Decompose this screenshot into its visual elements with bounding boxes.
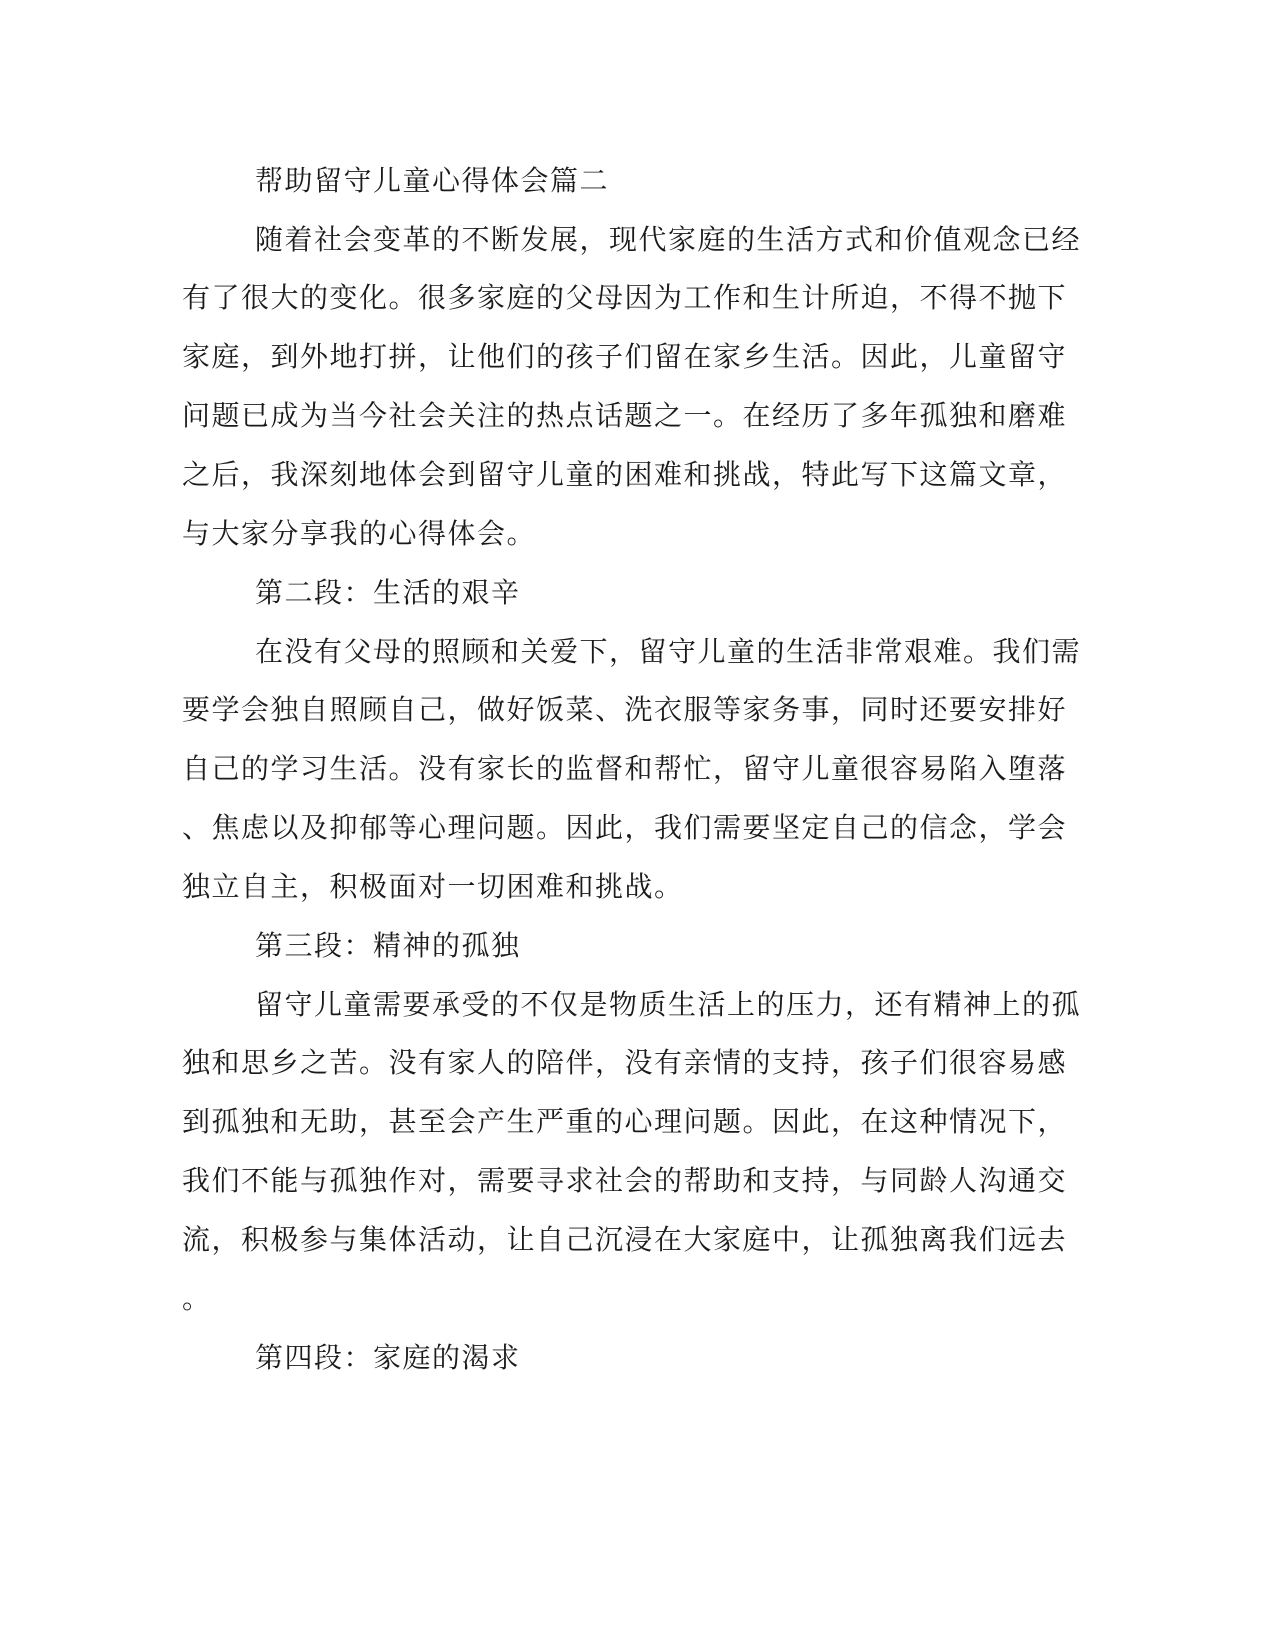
paragraph-line: 自己的学习生活。没有家长的监督和帮忙，留守儿童很容易陷入堕落	[182, 752, 1068, 785]
section-heading: 第四段：家庭的渴求	[255, 1341, 521, 1374]
section-heading: 第三段：精神的孤独	[255, 929, 521, 962]
paragraph-line: 有了很大的变化。很多家庭的父母因为工作和生计所迫，不得不抛下	[182, 281, 1068, 314]
section-heading: 第二段：生活的艰辛	[255, 576, 521, 609]
paragraph-line: 留守儿童需要承受的不仅是物质生活上的压力，还有精神上的孤	[255, 988, 1082, 1021]
paragraph-line: 家庭，到外地打拼，让他们的孩子们留在家乡生活。因此，儿童留守	[182, 340, 1068, 373]
paragraph-line: 独和思乡之苦。没有家人的陪伴，没有亲情的支持，孩子们很容易感	[182, 1046, 1068, 1079]
paragraph-line: 在没有父母的照顾和关爱下，留守儿童的生活非常艰难。我们需	[255, 635, 1082, 668]
paragraph-line: 随着社会变革的不断发展，现代家庭的生活方式和价值观念已经	[255, 223, 1082, 256]
paragraph-line: 流，积极参与集体活动，让自己沉浸在大家庭中，让孤独离我们远去	[182, 1223, 1068, 1256]
paragraph-line: 问题已成为当今社会关注的热点话题之一。在经历了多年孤独和磨难	[182, 399, 1068, 432]
paragraph-line: 与大家分享我的心得体会。	[182, 517, 537, 550]
paragraph-line: 、焦虑以及抑郁等心理问题。因此，我们需要坚定自己的信念，学会	[182, 811, 1068, 844]
paragraph-line: 我们不能与孤独作对，需要寻求社会的帮助和支持，与同龄人沟通交	[182, 1164, 1068, 1197]
paragraph-line: 到孤独和无助，甚至会产生严重的心理问题。因此，在这种情况下，	[182, 1105, 1068, 1138]
paragraph-line: 要学会独自照顾自己，做好饭菜、洗衣服等家务事，同时还要安排好	[182, 693, 1068, 726]
paragraph-line: 之后，我深刻地体会到留守儿童的困难和挑战，特此写下这篇文章，	[182, 458, 1068, 491]
document-title: 帮助留守儿童心得体会篇二	[255, 164, 610, 197]
paragraph-line: 独立自主，积极面对一切困难和挑战。	[182, 870, 684, 903]
paragraph-line: 。	[182, 1282, 212, 1315]
